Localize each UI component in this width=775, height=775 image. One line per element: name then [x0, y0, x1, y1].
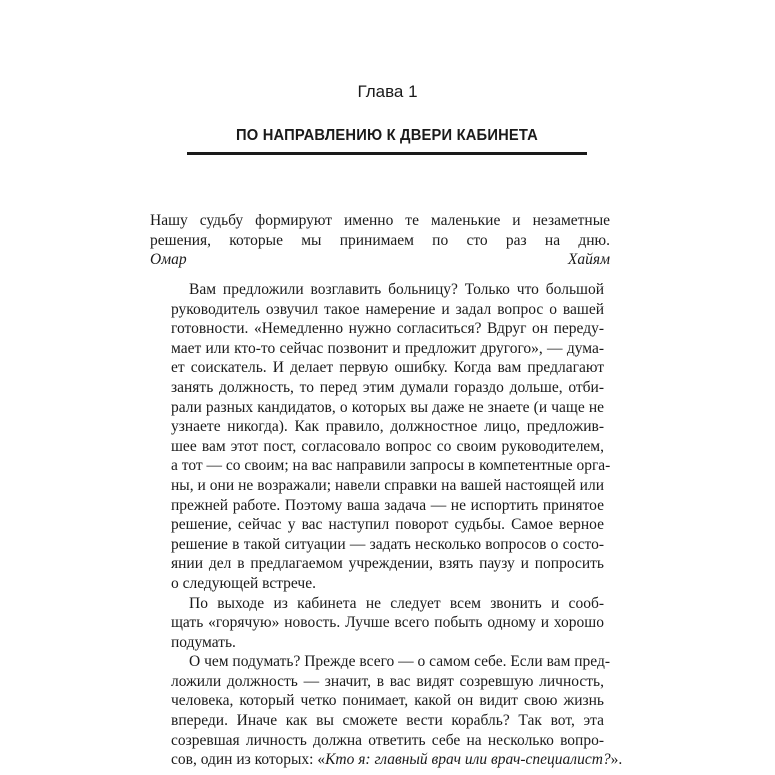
text-line: решение, сейчас у вас наступил поворот судьбы. Самое верное — [171, 516, 604, 534]
text-line: О чем подумать? Прежде всего — о самом себе. Если вам пред- — [189, 653, 611, 671]
text-fragment: сов, один из которых: « — [171, 751, 326, 769]
text-line: ны, и они не возражали; навели справки на вашей настоящей или — [171, 476, 604, 494]
text-line: подумать. — [171, 633, 236, 651]
title-underline — [187, 152, 587, 155]
text-line: шее вам этот пост, согласовало вопрос со своим руководителем, — [171, 437, 604, 455]
text-line-with-emphasis — [171, 750, 623, 770]
text-fragment: ». — [610, 751, 623, 769]
text-line: руководитель озвучил такое намерение и задал вопрос о вашей — [171, 300, 604, 318]
epigraph — [150, 211, 610, 270]
text-line: ложили должность — значит, в вас видят созревшую личность, — [171, 672, 604, 690]
paragraph-3 — [171, 652, 623, 770]
epigraph-line: решения, которые мы принимаем по сто раз на дню. — [150, 231, 610, 249]
text-line: мает или кто-то сейчас позвонит и предложит другого», — дума- — [171, 339, 604, 357]
emphasized-question: Кто я: главный врач или врач-специалист? — [325, 751, 611, 769]
text-line: о следующей встрече. — [171, 574, 316, 592]
text-line: а тот — со своим; на вас направили запросы в компетентные орга- — [171, 457, 611, 475]
text-line: впереди. Иначе как вы сможете вести корабль? Так вот, эта — [171, 712, 604, 730]
epigraph-line: Нашу судьбу формируют именно те маленькие и незаметные — [150, 212, 610, 229]
epigraph-author: Омар Хайям — [150, 251, 610, 269]
paragraph-2 — [171, 594, 604, 653]
text-line: узнаете никогда). Как правило, должностное лицо, предложив- — [171, 418, 604, 436]
chapter-title: ПО НАПРАВЛЕНИЮ К ДВЕРИ КАБИНЕТА — [236, 127, 538, 144]
body-text — [171, 280, 623, 770]
text-line: ет соискатель. И делает первую ошибку. Когда вам предлагают — [171, 359, 604, 377]
text-line: занять должность, то перед этим думали гораздо дольше, отби- — [171, 378, 604, 396]
chapter-label: Глава 1 — [357, 82, 418, 101]
text-line: решение в такой ситуации — задать несколько вопросов о состо- — [171, 535, 604, 553]
text-line: прежней работе. Поэтому ваша задача — не испортить принятое — [171, 496, 604, 514]
text-line: янии дел в предлагаемом учреждении, взять паузу и попросить — [171, 555, 604, 573]
text-line: человека, который четко понимает, какой он видит свою жизнь — [171, 692, 604, 710]
paragraph-1 — [171, 280, 611, 594]
text-line: По выходе из кабинета не следует всем звонить и сооб- — [189, 594, 604, 612]
text-line: готовности. «Немедленно нужно согласиться? Вдруг он переду- — [171, 320, 604, 338]
text-line: созревшая личность должна ответить себе на несколько вопро- — [171, 731, 604, 749]
text-line: рали разных кандидатов, о которых вы даже не знаете (и чаще не — [171, 398, 604, 416]
text-line: Вам предложили возглавить больницу? Только что большой — [189, 281, 604, 298]
text-line: щать «горячую» новость. Лучше всего побыть одному и хорошо — [171, 614, 604, 632]
